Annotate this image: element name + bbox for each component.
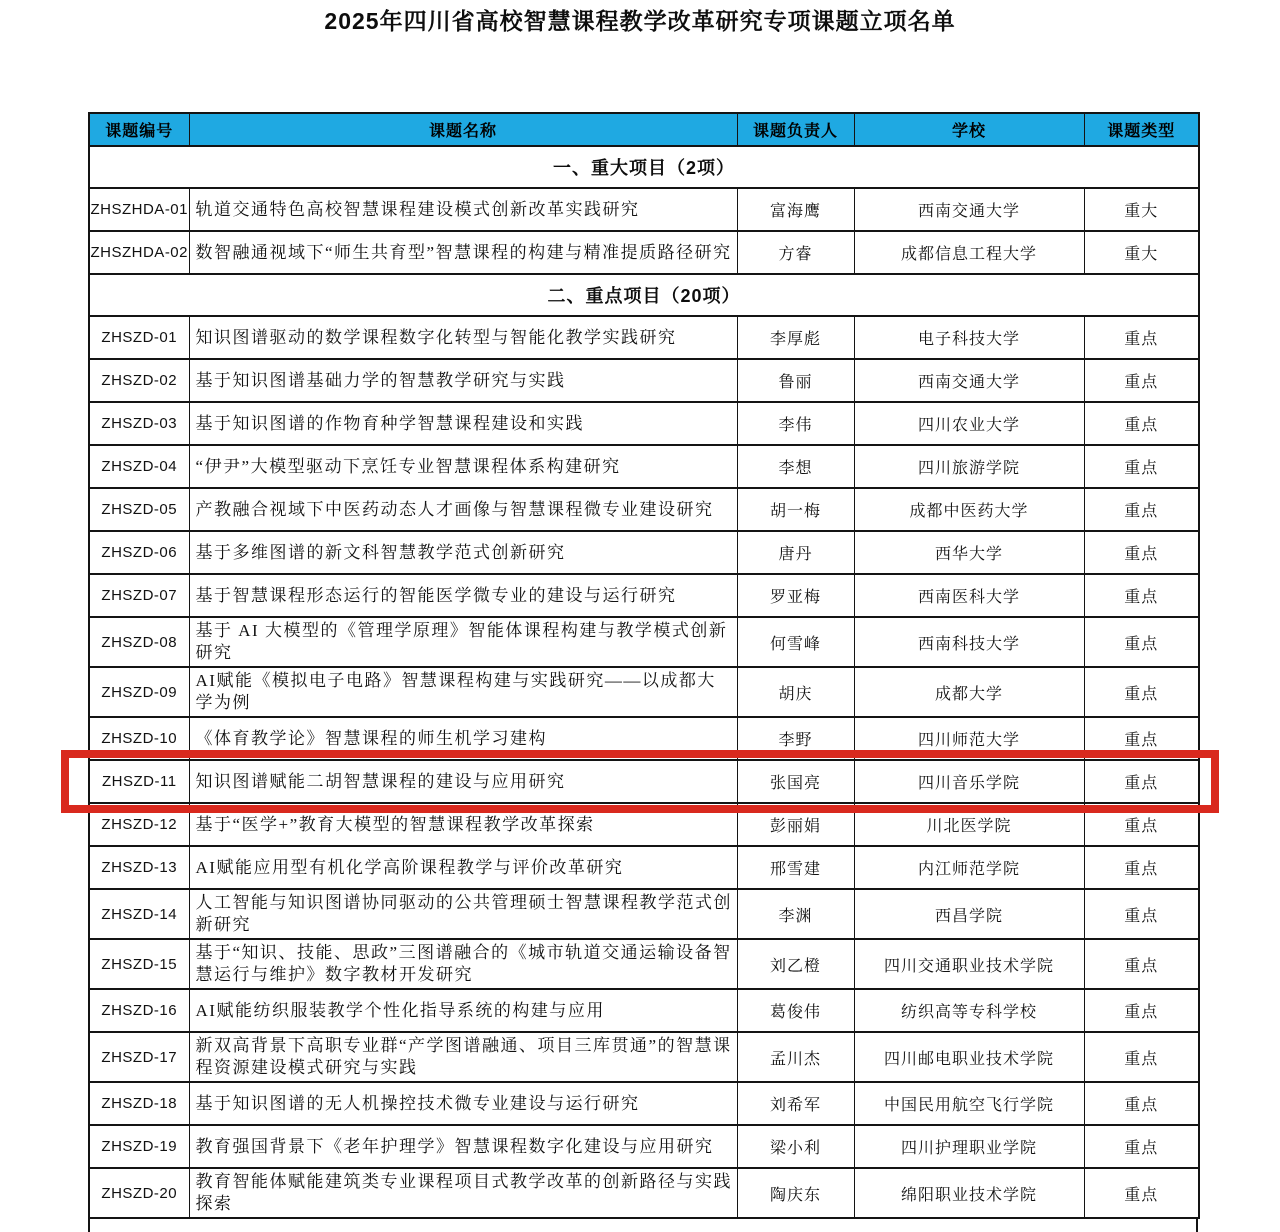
cell-project-id: ZHSZD-04 — [89, 445, 189, 488]
cell-school: 西南交通大学 — [854, 359, 1084, 402]
cell-project-type: 重点 — [1084, 1082, 1199, 1125]
cell-school: 四川农业大学 — [854, 402, 1084, 445]
cell-project-type: 重点 — [1084, 889, 1199, 939]
cell-project-title: 基于多维图谱的新文科智慧教学范式创新研究 — [189, 531, 737, 574]
cell-school: 四川音乐学院 — [854, 760, 1084, 803]
table-row — [89, 846, 1199, 889]
projects-table — [88, 112, 1200, 1219]
cell-project-id: ZHSZD-08 — [89, 617, 189, 667]
cell-school: 西华大学 — [854, 531, 1084, 574]
cell-project-leader: 陶庆东 — [737, 1168, 854, 1218]
cell-project-leader: 罗亚梅 — [737, 574, 854, 617]
cell-project-type: 重点 — [1084, 574, 1199, 617]
table-next-row-cutoff — [88, 1219, 1198, 1232]
cell-project-leader: 富海鹰 — [737, 188, 854, 231]
cell-project-type: 重点 — [1084, 1168, 1199, 1218]
col-header-project-title: 课题名称 — [189, 113, 737, 146]
section-heading: 一、重大项目（2项） — [89, 146, 1199, 188]
cell-project-type: 重点 — [1084, 402, 1199, 445]
cell-project-type: 重点 — [1084, 445, 1199, 488]
cell-school: 四川邮电职业技术学院 — [854, 1032, 1084, 1082]
cell-project-title: 基于知识图谱的作物育种学智慧课程建设和实践 — [189, 402, 737, 445]
cell-project-title: 基于知识图谱的无人机操控技术微专业建设与运行研究 — [189, 1082, 737, 1125]
table-row — [89, 1082, 1199, 1125]
cell-project-id: ZHSZD-13 — [89, 846, 189, 889]
cell-school: 四川交通职业技术学院 — [854, 939, 1084, 989]
section-heading: 二、重点项目（20项） — [89, 274, 1199, 316]
table-row — [89, 488, 1199, 531]
cell-project-id: ZHSZD-12 — [89, 803, 189, 846]
cell-school: 电子科技大学 — [854, 316, 1084, 359]
cell-school: 成都大学 — [854, 667, 1084, 717]
table-row — [89, 445, 1199, 488]
cell-school: 成都信息工程大学 — [854, 231, 1084, 274]
cell-project-id: ZHSZD-18 — [89, 1082, 189, 1125]
cell-project-id: ZHSZHDA-02 — [89, 231, 189, 274]
cell-project-leader: 李伟 — [737, 402, 854, 445]
table-row — [89, 316, 1199, 359]
cell-project-leader: 胡庆 — [737, 667, 854, 717]
section-header-row — [89, 274, 1199, 316]
cell-project-title: 人工智能与知识图谱协同驱动的公共管理硕士智慧课程教学范式创新研究 — [189, 889, 737, 939]
cell-project-leader: 葛俊伟 — [737, 989, 854, 1032]
cell-project-type: 重点 — [1084, 1032, 1199, 1082]
cell-project-title: 基于 AI 大模型的《管理学原理》智能体课程构建与教学模式创新研究 — [189, 617, 737, 667]
table-row — [89, 1032, 1199, 1082]
table-row — [89, 667, 1199, 717]
cell-school: 川北医学院 — [854, 803, 1084, 846]
cell-project-title: AI赋能应用型有机化学高阶课程教学与评价改革研究 — [189, 846, 737, 889]
cell-school: 四川护理职业学院 — [854, 1125, 1084, 1168]
table-row — [89, 617, 1199, 667]
table-row — [89, 188, 1199, 231]
col-header-project-type: 课题类型 — [1084, 113, 1199, 146]
col-header-project-leader: 课题负责人 — [737, 113, 854, 146]
cell-project-type: 重点 — [1084, 760, 1199, 803]
table-body — [89, 146, 1199, 1218]
table-header-row — [89, 113, 1199, 146]
table-row — [89, 889, 1199, 939]
cell-project-type: 重点 — [1084, 989, 1199, 1032]
cell-project-id: ZHSZD-05 — [89, 488, 189, 531]
cell-project-title: 教育智能体赋能建筑类专业课程项目式教学改革的创新路径与实践探索 — [189, 1168, 737, 1218]
cell-project-title: 产教融合视域下中医药动态人才画像与智慧课程微专业建设研究 — [189, 488, 737, 531]
cell-project-type: 重点 — [1084, 617, 1199, 667]
cell-project-type: 重大 — [1084, 231, 1199, 274]
cell-project-leader: 李渊 — [737, 889, 854, 939]
cell-project-type: 重点 — [1084, 667, 1199, 717]
cell-project-leader: 刘希军 — [737, 1082, 854, 1125]
cell-project-leader: 彭丽娟 — [737, 803, 854, 846]
cell-project-id: ZHSZD-01 — [89, 316, 189, 359]
cell-project-id: ZHSZD-11 — [89, 760, 189, 803]
col-header-project-id: 课题编号 — [89, 113, 189, 146]
cell-project-leader: 梁小利 — [737, 1125, 854, 1168]
cell-school: 四川旅游学院 — [854, 445, 1084, 488]
cell-project-leader: 李野 — [737, 717, 854, 760]
cell-project-id: ZHSZD-03 — [89, 402, 189, 445]
cell-project-id: ZHSZD-16 — [89, 989, 189, 1032]
cell-project-id: ZHSZD-10 — [89, 717, 189, 760]
cell-project-leader: 李厚彪 — [737, 316, 854, 359]
cell-project-title: 知识图谱赋能二胡智慧课程的建设与应用研究 — [189, 760, 737, 803]
cell-project-type: 重大 — [1084, 188, 1199, 231]
cell-project-title: 教育强国背景下《老年护理学》智慧课程数字化建设与应用研究 — [189, 1125, 737, 1168]
cell-school: 内江师范学院 — [854, 846, 1084, 889]
cell-project-title: “伊尹”大模型驱动下烹饪专业智慧课程体系构建研究 — [189, 445, 737, 488]
cell-project-title: AI赋能纺织服装教学个性化指导系统的构建与应用 — [189, 989, 737, 1032]
cell-project-leader: 李想 — [737, 445, 854, 488]
cell-project-id: ZHSZD-20 — [89, 1168, 189, 1218]
cell-project-title: 新双高背景下高职专业群“产学图谱融通、项目三库贯通”的智慧课程资源建设模式研究与实践 — [189, 1032, 737, 1082]
table-row — [89, 402, 1199, 445]
table-row — [89, 359, 1199, 402]
cell-project-type: 重点 — [1084, 316, 1199, 359]
section-header-row — [89, 146, 1199, 188]
cell-project-leader: 鲁丽 — [737, 359, 854, 402]
cell-project-type: 重点 — [1084, 803, 1199, 846]
table-header — [89, 113, 1199, 146]
cell-project-type: 重点 — [1084, 531, 1199, 574]
table-row — [89, 939, 1199, 989]
cell-project-id: ZHSZD-17 — [89, 1032, 189, 1082]
cell-project-id: ZHSZD-19 — [89, 1125, 189, 1168]
table-row — [89, 231, 1199, 274]
projects-table-container — [88, 112, 1198, 1232]
cell-project-id: ZHSZD-09 — [89, 667, 189, 717]
cell-project-id: ZHSZD-06 — [89, 531, 189, 574]
cell-project-type: 重点 — [1084, 939, 1199, 989]
cell-project-title: 《体育教学论》智慧课程的师生机学习建构 — [189, 717, 737, 760]
col-header-school: 学校 — [854, 113, 1084, 146]
cell-project-title: 基于智慧课程形态运行的智能医学微专业的建设与运行研究 — [189, 574, 737, 617]
table-row — [89, 717, 1199, 760]
table-row — [89, 531, 1199, 574]
cell-school: 中国民用航空飞行学院 — [854, 1082, 1084, 1125]
cell-project-leader: 刘乙橙 — [737, 939, 854, 989]
cell-project-type: 重点 — [1084, 846, 1199, 889]
cell-project-leader: 张国亮 — [737, 760, 854, 803]
cell-project-title: 基于“医学+”教育大模型的智慧课程教学改革探索 — [189, 803, 737, 846]
cell-project-title: 知识图谱驱动的数学课程数字化转型与智能化教学实践研究 — [189, 316, 737, 359]
cell-school: 纺织高等专科学校 — [854, 989, 1084, 1032]
table-row — [89, 989, 1199, 1032]
cell-project-leader: 邢雪建 — [737, 846, 854, 889]
cell-school: 绵阳职业技术学院 — [854, 1168, 1084, 1218]
cell-project-id: ZHSZHDA-01 — [89, 188, 189, 231]
cell-project-id: ZHSZD-07 — [89, 574, 189, 617]
cell-school: 西南医科大学 — [854, 574, 1084, 617]
cell-school: 四川师范大学 — [854, 717, 1084, 760]
table-row — [89, 760, 1199, 803]
cell-school: 成都中医药大学 — [854, 488, 1084, 531]
cell-project-id: ZHSZD-02 — [89, 359, 189, 402]
cell-project-leader: 胡一梅 — [737, 488, 854, 531]
page-title: 2025年四川省高校智慧课程教学改革研究专项课题立项名单 — [324, 8, 956, 34]
table-row — [89, 803, 1199, 846]
cell-project-title: 基于“知识、技能、思政”三图谱融合的《城市轨道交通运输设备智慧运行与维护》数字教材开发研究 — [189, 939, 737, 989]
table-row — [89, 1125, 1199, 1168]
cell-project-type: 重点 — [1084, 1125, 1199, 1168]
cell-project-leader: 孟川杰 — [737, 1032, 854, 1082]
cell-school: 西昌学院 — [854, 889, 1084, 939]
cell-project-leader: 方睿 — [737, 231, 854, 274]
cell-project-title: AI赋能《模拟电子电路》智慧课程构建与实践研究——以成都大学为例 — [189, 667, 737, 717]
cell-project-title: 数智融通视域下“师生共育型”智慧课程的构建与精准提质路径研究 — [189, 231, 737, 274]
table-row — [89, 1168, 1199, 1218]
cell-project-type: 重点 — [1084, 359, 1199, 402]
cell-project-type: 重点 — [1084, 717, 1199, 760]
cell-project-leader: 何雪峰 — [737, 617, 854, 667]
cell-project-title: 轨道交通特色高校智慧课程建设模式创新改革实践研究 — [189, 188, 737, 231]
cell-project-title: 基于知识图谱基础力学的智慧教学研究与实践 — [189, 359, 737, 402]
cell-school: 西南交通大学 — [854, 188, 1084, 231]
table-row — [89, 574, 1199, 617]
cell-project-id: ZHSZD-14 — [89, 889, 189, 939]
cell-project-id: ZHSZD-15 — [89, 939, 189, 989]
cell-project-leader: 唐丹 — [737, 531, 854, 574]
cell-project-type: 重点 — [1084, 488, 1199, 531]
cell-school: 西南科技大学 — [854, 617, 1084, 667]
